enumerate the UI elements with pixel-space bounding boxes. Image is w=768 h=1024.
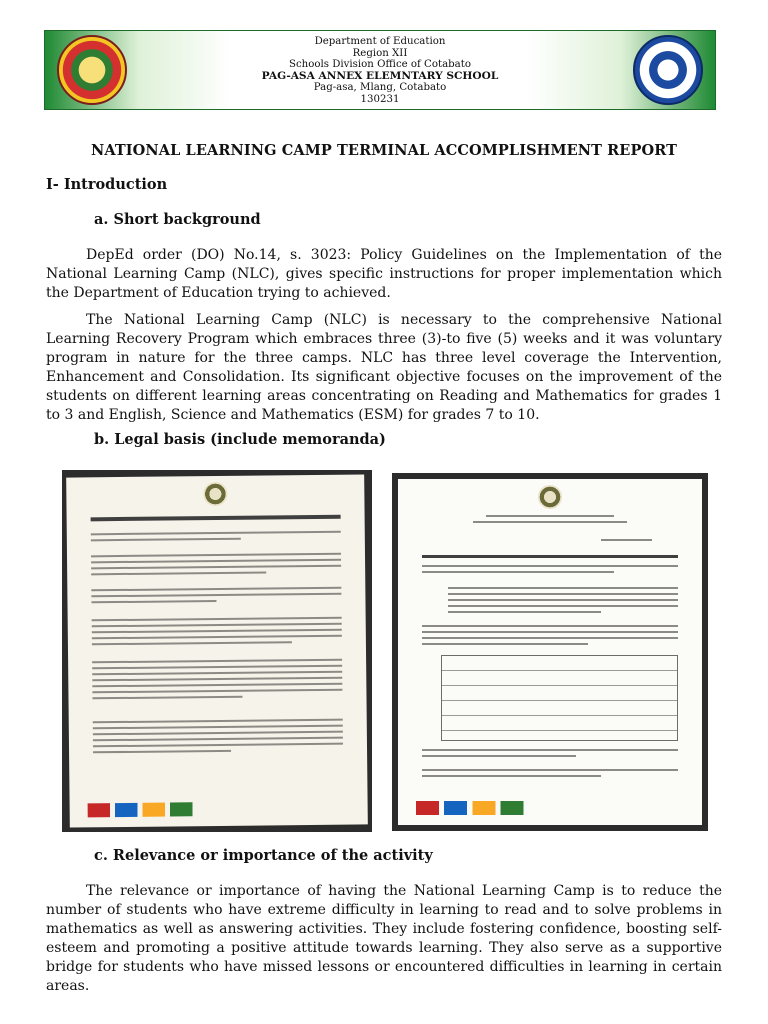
paragraph-background-2: The National Learning Camp (NLC) is necessary to the comprehensive National Learning Recovery Program which embraces three (3)-to five (5) weeks and it was voluntary program in nature for the three camps. NLC has three level coverage the Intervention, Enhancement and Consolidation. Its significant objective focuses on the improvement of the students on different learning areas concentrating on Reading and Mathematics for grades 1 to 3 and English, Science and Mathematics (ESM) for grades 7 to 10. — [46, 312, 722, 423]
memo-image-right — [392, 473, 708, 831]
paragraph-background-1: DepEd order (DO) No.14, s. 3023: Policy Guidelines on the Implementation of the National Learning Camp (NLC), gives specific instructions for proper implementation which the Department of Education trying to achieved. — [46, 247, 722, 301]
letterhead-division: Schools Division Office of Cotabato — [289, 59, 471, 70]
activities-table-thumbnail — [441, 655, 678, 741]
letterhead-school-id: 130231 — [360, 93, 400, 105]
subheading-relevance: c. Relevance or importance of the activity — [94, 847, 433, 864]
letterhead-region: Region XII — [352, 47, 408, 59]
report-title: NATIONAL LEARNING CAMP TERMINAL ACCOMPLISHMENT REPORT — [91, 142, 677, 159]
partner-logos — [416, 801, 544, 815]
letterhead-department: Department of Education — [314, 36, 446, 47]
memo-image-left — [62, 470, 372, 832]
letterhead-school-name: PAG-ASA ANNEX ELEMNTARY SCHOOL — [261, 69, 499, 82]
deped-crest-icon — [538, 485, 562, 509]
letterhead-address: Pag-asa, Mlang, Cotabato — [313, 82, 447, 93]
deped-crest-icon — [203, 482, 227, 506]
paragraph-relevance: The relevance or importance of having the National Learning Camp is to reduce the number of students who have extreme difficulty in learning to read and to solve problems in mathematics as well as answering activities. They include fostering confidence, boosting self-esteem and promoting a positive attitude towards learning. They also serve as a supportive bridge for students who have missed lessons or encountered difficulties in learning in certain areas. — [46, 883, 722, 994]
section-heading-introduction: I- Introduction — [46, 176, 168, 193]
letterhead-banner — [44, 30, 716, 110]
subheading-legal-basis: b. Legal basis (include memoranda) — [94, 431, 386, 448]
partner-logos — [87, 802, 212, 817]
subheading-short-background: a. Short background — [94, 211, 261, 228]
letterhead-text — [45, 36, 715, 105]
